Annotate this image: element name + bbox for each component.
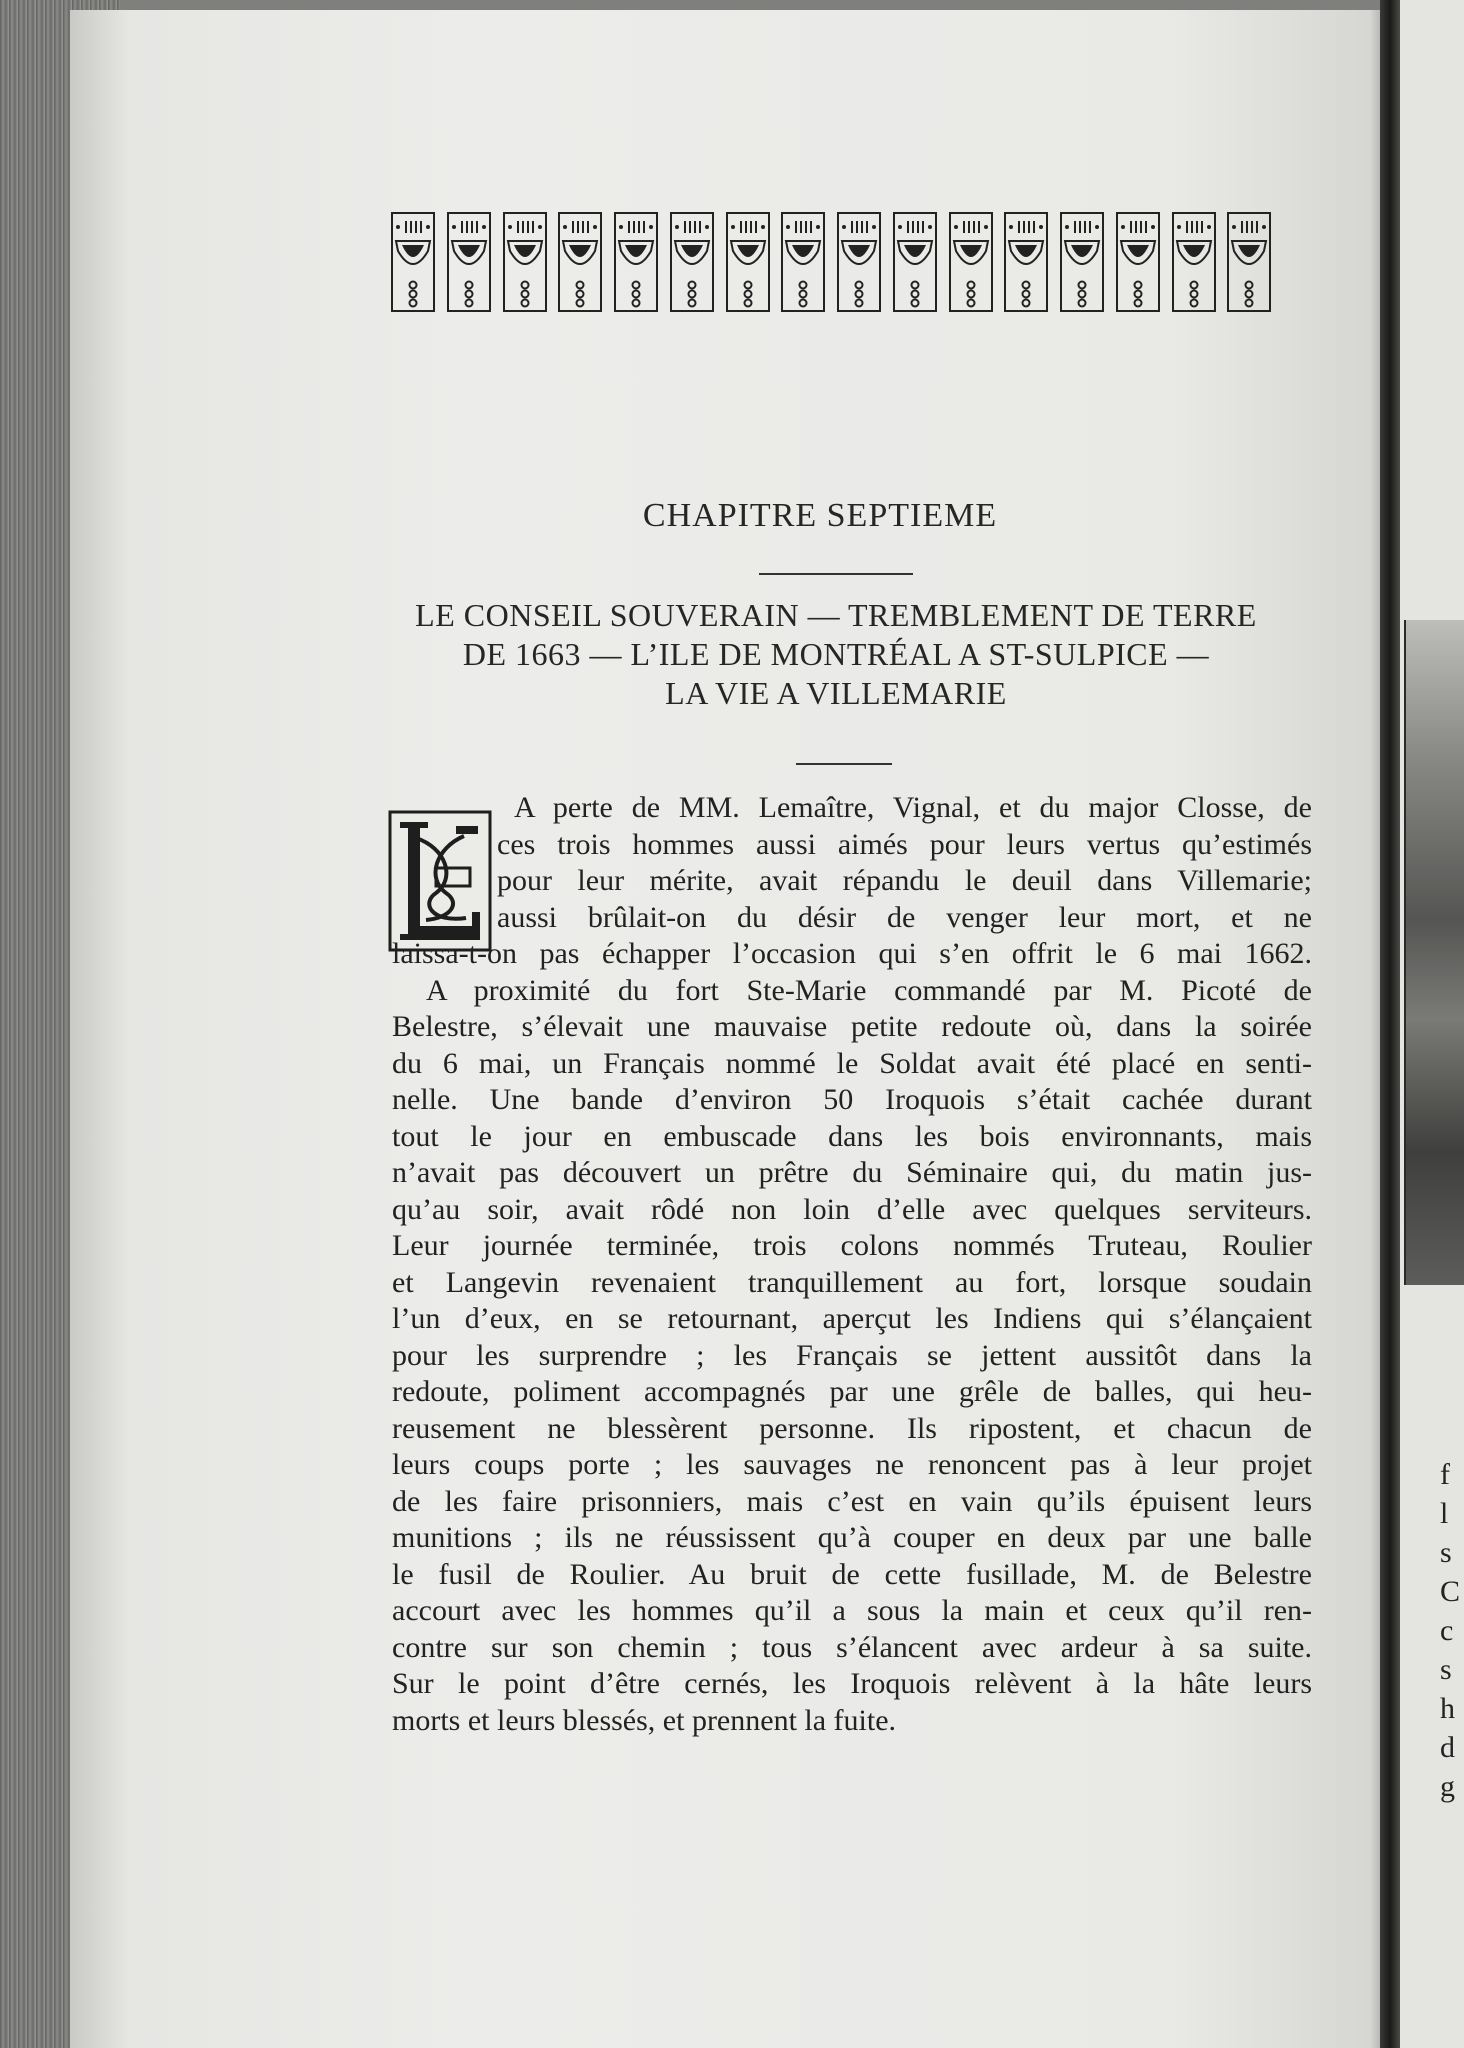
- text-line: Sur le point d’être cernés, les Iroquois relèvent à la hâte leurs: [392, 1667, 1312, 1700]
- text-line: pour leur mérite, avait répandu le deuil dans Villemarie;: [497, 864, 1312, 897]
- text-line: accourt avec les hommes qu’il a sous la main et ceux qu’il ren-: [392, 1594, 1312, 1627]
- body-text: [392, 790, 1312, 1739]
- next-page-fragment: l: [1440, 1497, 1449, 1530]
- text-line: Leur journée terminée, trois colons nommés Truteau, Roulier: [392, 1229, 1312, 1262]
- title-rule: [759, 573, 913, 575]
- text-line: pour les surprendre ; les Français se jettent aussitôt dans la: [392, 1338, 1312, 1372]
- subtitle-line: DE 1663 — L’ILE DE MONTRÉAL A ST-SULPICE —: [462, 636, 1210, 672]
- subtitle-line: LE CONSEIL SOUVERAIN — TREMBLEMENT DE TERRE: [415, 597, 1257, 633]
- ornament-tile-icon: [1059, 211, 1109, 317]
- text-line: reusement ne blessèrent personne. Ils ripostent, et chacun de: [392, 1411, 1312, 1445]
- next-page-photo: [1404, 620, 1464, 1285]
- ornament-tile-icon: [780, 211, 830, 317]
- next-page-fragment: h: [1440, 1692, 1455, 1725]
- next-page-fragment: c: [1440, 1614, 1454, 1647]
- decorative-header-band: [390, 211, 1276, 319]
- ornament-tile-icon: [390, 211, 440, 317]
- text-line: redoute, poliment accompagnés par une grêle de balles, qui heu-: [392, 1375, 1312, 1408]
- text-line: A proximité du fort Ste-Marie commandé par M. Picoté de: [426, 973, 1312, 1007]
- text-line: et Langevin revenaient tranquillement au fort, lorsque soudain: [392, 1265, 1312, 1299]
- next-page-fragment: s: [1440, 1536, 1452, 1569]
- ornament-tile-icon: [948, 211, 998, 317]
- next-page-text: [1440, 1455, 1464, 1806]
- text-line: l’un d’eux, en se retournant, aperçut les Indiens qui s’élançaient: [392, 1302, 1312, 1335]
- ornament-tile-icon: [502, 211, 552, 317]
- text-line: du 6 mai, un Français nommé le Soldat avait été placé en senti-: [392, 1046, 1312, 1080]
- next-page-fragment: C: [1440, 1575, 1461, 1608]
- ornament-tile-icon: [836, 211, 886, 317]
- ornament-tile-icon: [1115, 211, 1165, 317]
- text-line: le fusil de Roulier. Au bruit de cette fusillade, M. de Belestre: [392, 1557, 1312, 1591]
- ornament-tile-icon: [892, 211, 942, 317]
- subtitle-line: LA VIE A VILLEMARIE: [665, 675, 1007, 711]
- chapter-subtitle: [376, 596, 1296, 713]
- text-line: morts et leurs blessés, et prennent la fuite.: [392, 1703, 897, 1737]
- text-line: n’avait pas découvert un prêtre du Séminaire qui, du matin jus-: [392, 1156, 1312, 1189]
- text-line: A perte de MM. Lemaître, Vignal, et du major Closse, de: [514, 791, 1312, 824]
- text-line: laissa-t-on pas échapper l’occasion qui s’en offrit le 6 mai 1662.: [392, 937, 1312, 970]
- text-line: munitions ; ils ne réussissent qu’à couper en deux par une balle: [392, 1521, 1312, 1554]
- ornament-tile-icon: [1226, 211, 1276, 317]
- ornament-tile-icon: [1003, 211, 1053, 317]
- ornament-tile-icon: [446, 211, 496, 317]
- ornament-tile-icon: [1171, 211, 1221, 317]
- ornament-tile-icon: [669, 211, 719, 317]
- text-line: Belestre, s’élevait une mauvaise petite redoute où, dans la soirée: [392, 1010, 1312, 1043]
- text-line: tout le jour en embuscade dans les bois environnants, mais: [392, 1119, 1312, 1153]
- next-page-fragment: d: [1440, 1731, 1455, 1764]
- text-line: ces trois hommes aussi aimés pour leurs vertus qu’estimés: [497, 827, 1312, 861]
- subtitle-rule: [796, 763, 892, 765]
- chapter-title: CHAPITRE SEPTIEME: [642, 497, 998, 534]
- next-page-fragment: f: [1440, 1458, 1450, 1491]
- ornament-tile-icon: [613, 211, 663, 317]
- text-line: contre sur son chemin ; tous s’élancent avec ardeur à sa suite.: [392, 1630, 1312, 1664]
- text-line: nelle. Une bande d’environ 50 Iroquois s’était cachée durant: [392, 1083, 1312, 1116]
- next-page-fragment: s: [1440, 1653, 1452, 1686]
- book-gutter: [1380, 0, 1400, 2048]
- text-line: leurs coups porte ; les sauvages ne renoncent pas à leur projet: [392, 1448, 1312, 1481]
- ornament-tile-icon: [557, 211, 607, 317]
- text-line: qu’au soir, avait rôdé non loin d’elle avec quelques serviteurs.: [392, 1192, 1312, 1226]
- next-page-fragment: g: [1440, 1770, 1455, 1803]
- ornament-tile-icon: [725, 211, 775, 317]
- text-line: aussi brûlait-on du désir de venger leur mort, et ne: [497, 900, 1312, 934]
- text-line: de les faire prisonniers, mais c’est en vain qu’ils épuisent leurs: [392, 1484, 1312, 1518]
